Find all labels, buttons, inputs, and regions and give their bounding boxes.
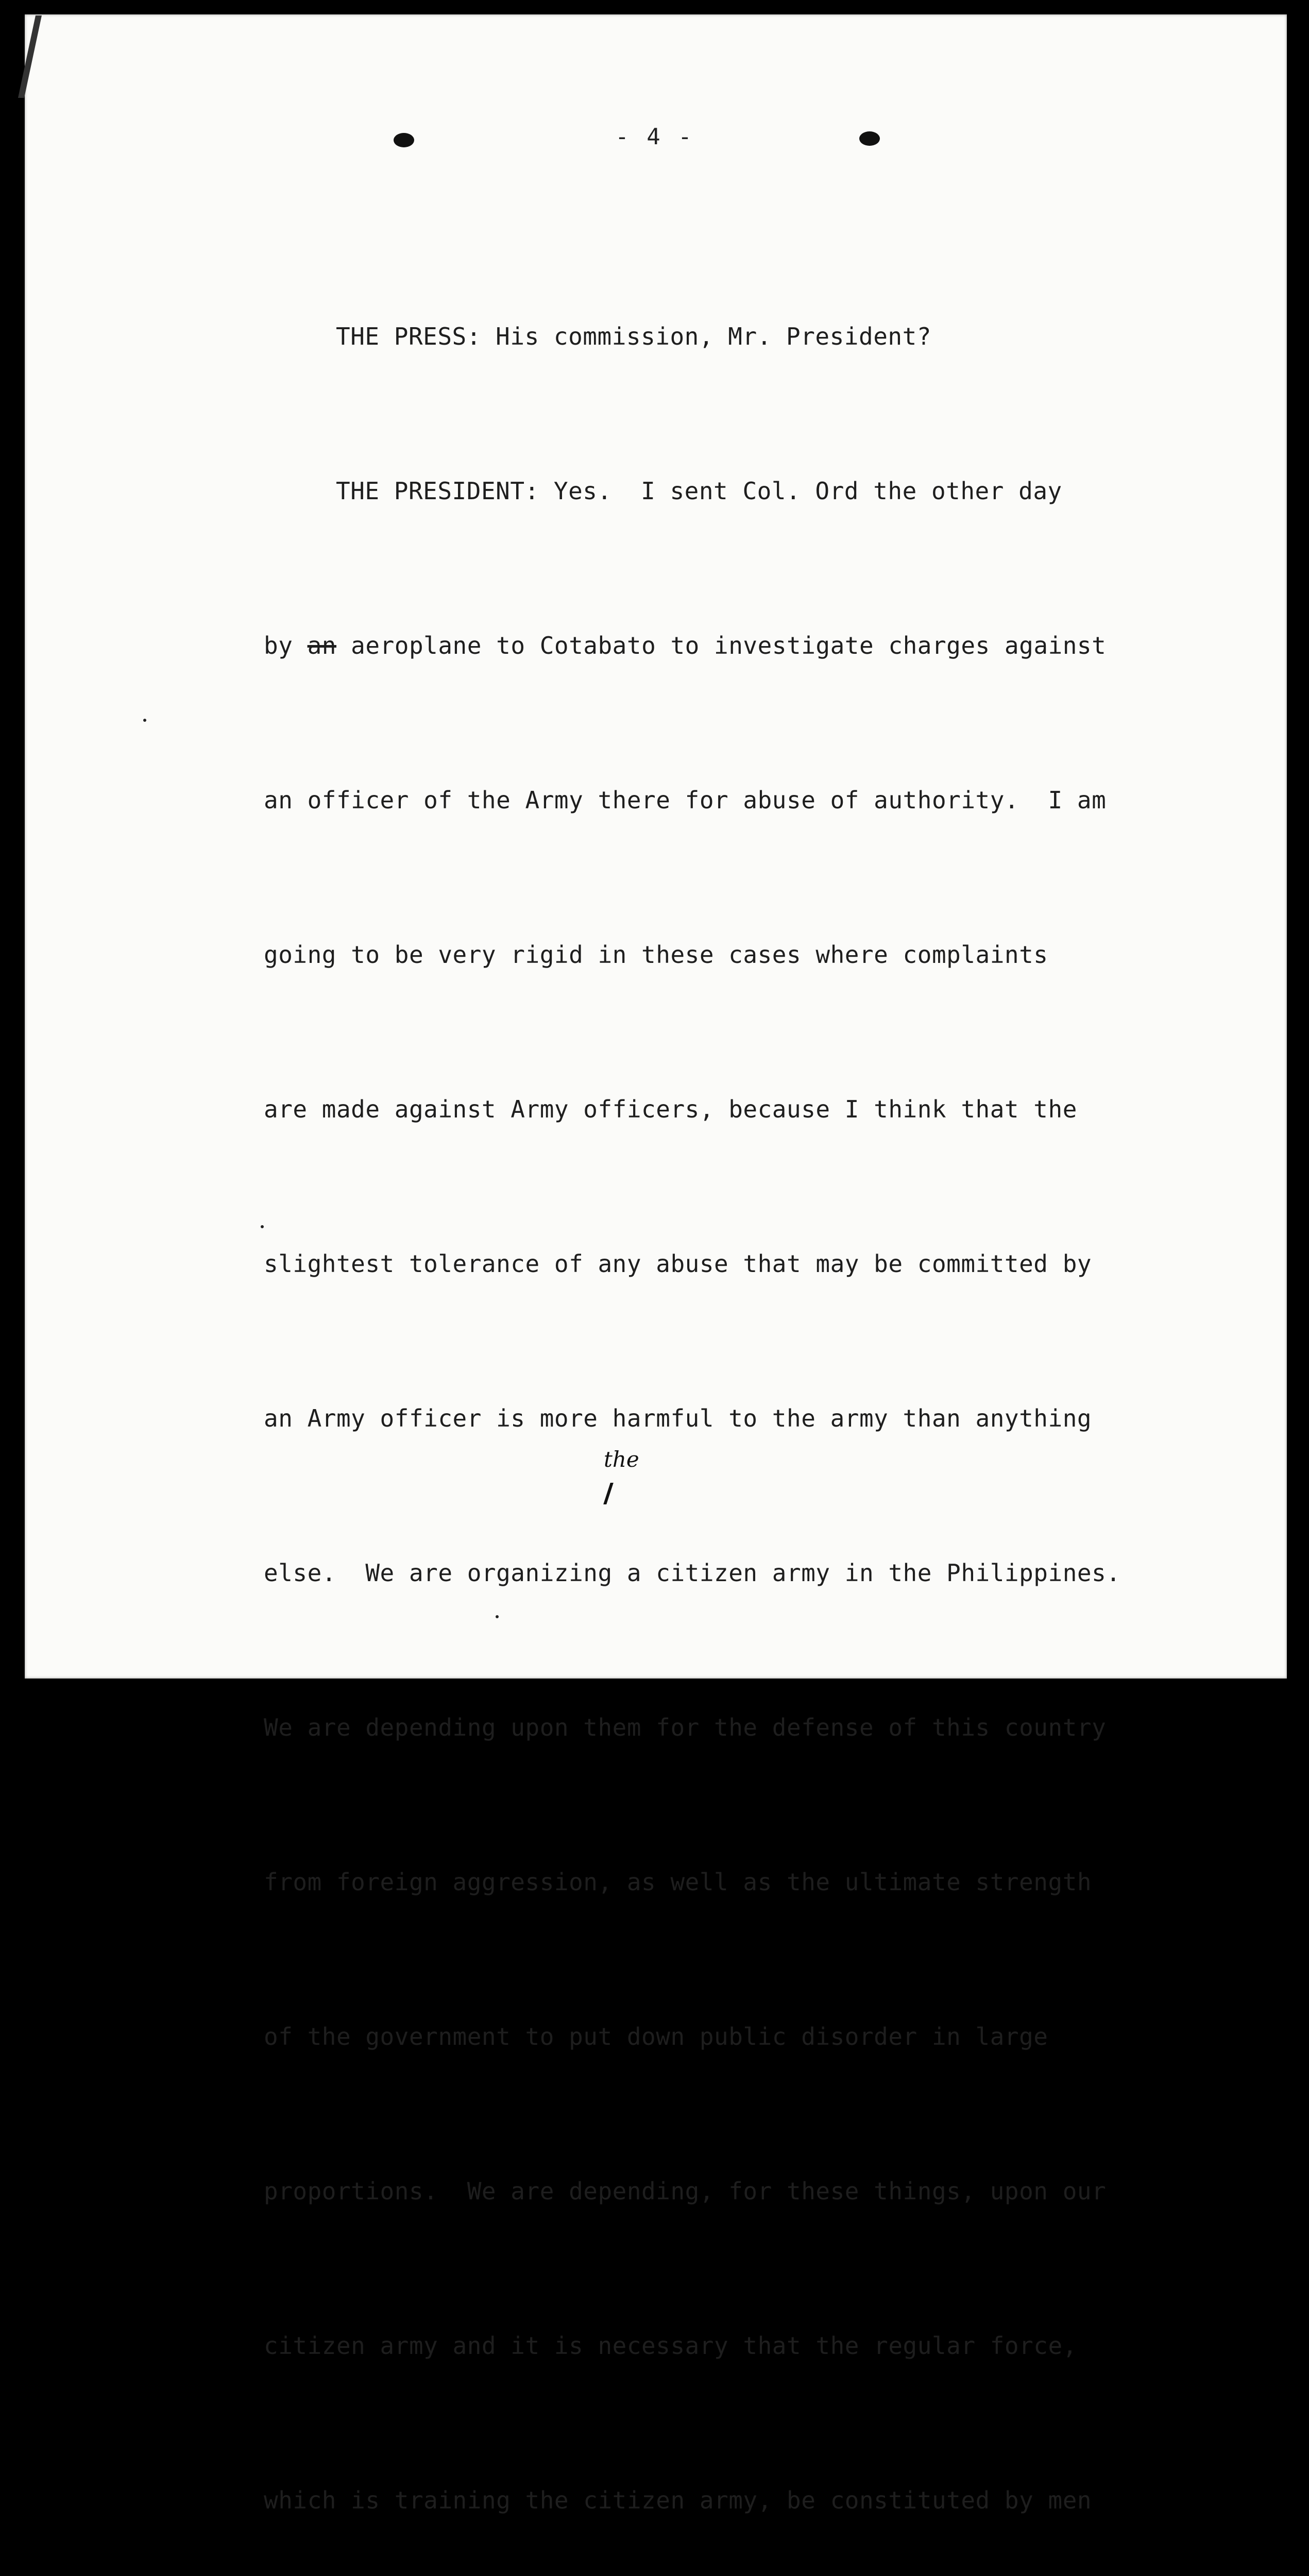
dust-speck [496, 1615, 499, 1618]
text-line: from foreign aggression, as well as the ultimate strength [264, 1868, 1092, 1896]
text-line: proportions. We are depending, for these things, upon our [264, 2177, 1107, 2205]
text-line-with-strikeout [264, 620, 1120, 671]
text-line: are made against Army officers, because I think that the [264, 1095, 1077, 1123]
dust-speck [261, 1225, 264, 1228]
text-line: citizen army and it is necessary that the regular force, [264, 2332, 1077, 2360]
text-line: slightest tolerance of any abuse that may be committed by [264, 1250, 1092, 1278]
handwritten-insert: the [604, 1447, 639, 1472]
text-line: of the government to put down public disorder in large [264, 2023, 1048, 2050]
page-number: - 4 - [615, 124, 694, 150]
dust-speck [143, 719, 146, 722]
transcript-body [264, 208, 1120, 2576]
text-line: an Army officer is more harmful to the army than anything [264, 1404, 1092, 1432]
text-line: THE PRESS: His commission, Mr. President? [336, 323, 931, 350]
text-line: else. We are organizing a citizen army in the Philippines. [264, 1559, 1121, 1587]
text-line: an officer of the Army there for abuse of authority. I am [264, 786, 1107, 814]
text-line: going to be very rigid in these cases where complaints [264, 941, 1048, 969]
text-line: THE PRESIDENT: Yes. I sent Col. Ord the other day [336, 477, 1062, 505]
text-line: which is training the citizen army, be constituted by men [264, 2486, 1092, 2514]
text-line: We are depending upon them for the defense of this country [264, 1714, 1107, 1741]
line-rest: aeroplane to Cotabato to investigate charges against [336, 632, 1107, 659]
struck-word: an [307, 632, 336, 659]
line-prefix: by [264, 632, 308, 659]
